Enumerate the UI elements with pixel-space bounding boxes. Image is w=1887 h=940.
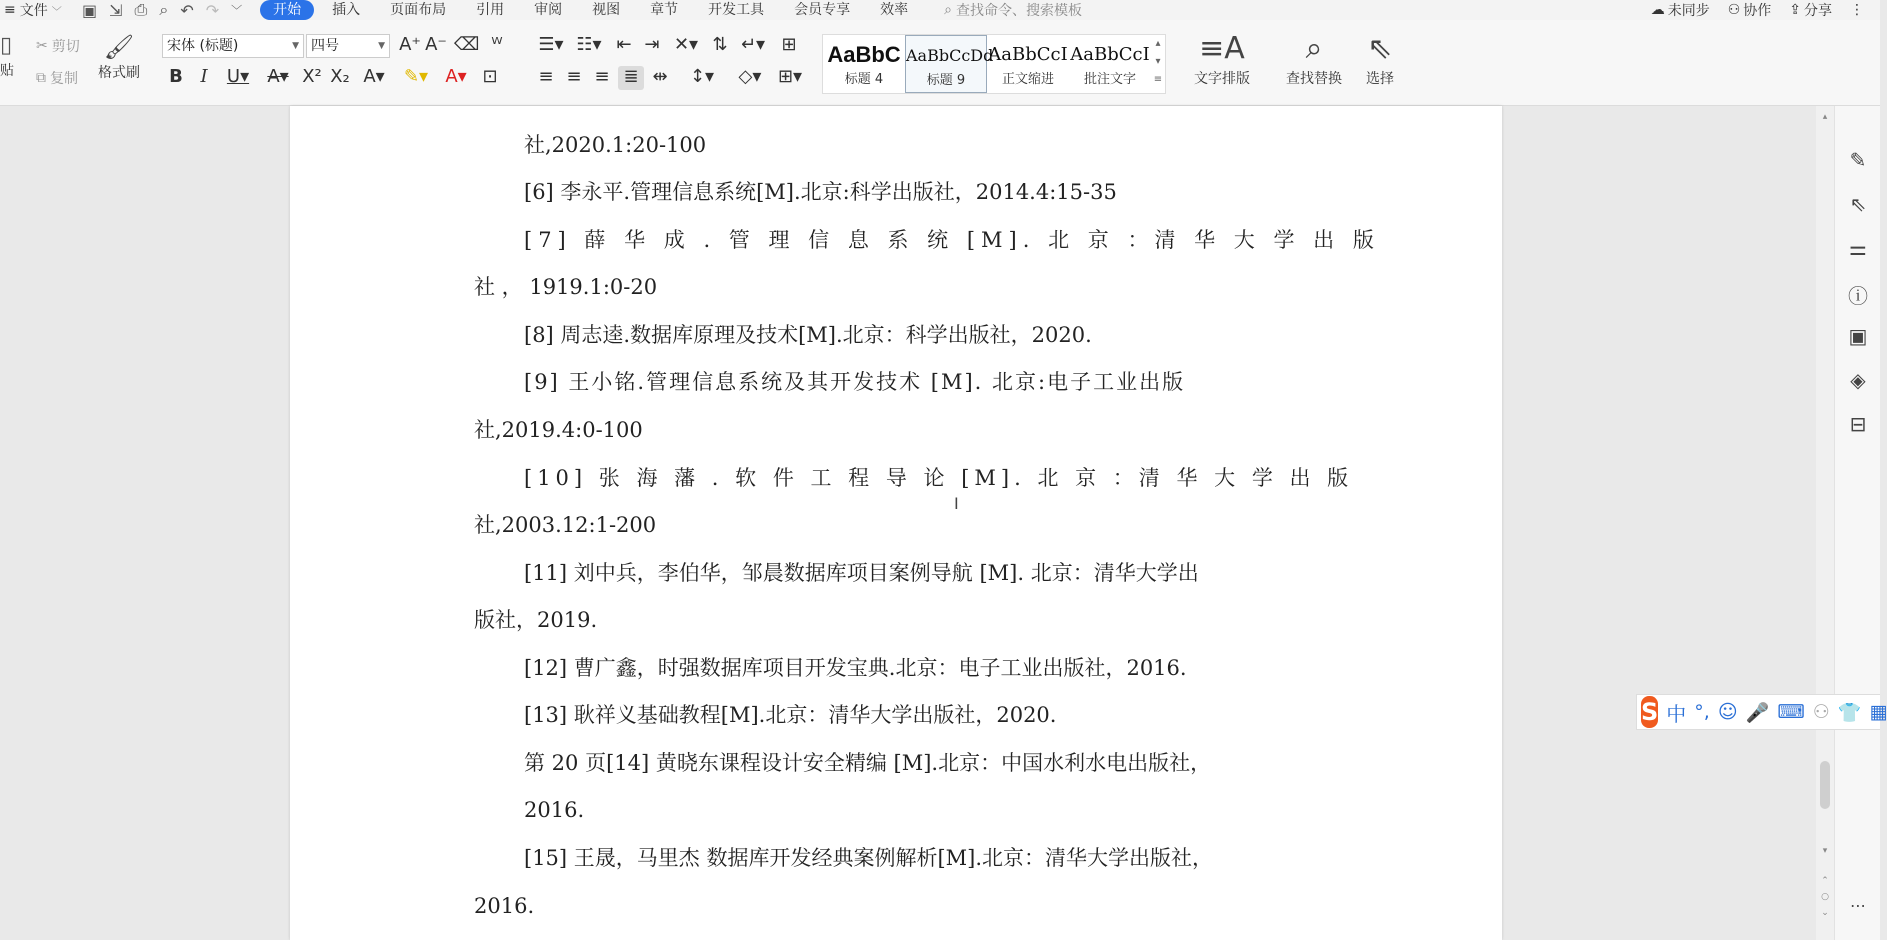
share-icon: ⇪ [1789, 2, 1801, 18]
style-name: 批注文字 [1083, 72, 1136, 87]
font-name-value: 宋体 (标题) [167, 38, 239, 54]
reference-line[interactable]: 2016. [474, 894, 535, 918]
more-icon[interactable]: ⋯ [1850, 896, 1866, 915]
align-right-icon[interactable]: ≡ [594, 66, 610, 87]
reference-line[interactable]: [8] 周志逵.数据库原理及技术[M].北京：科学出版社，2020. [524, 323, 1092, 347]
scissors-icon: ✂ [36, 38, 48, 54]
reference-line[interactable]: 社 ， 1919.1:0-20 [474, 275, 658, 299]
font-color-icon[interactable]: A▾ [445, 66, 467, 87]
select-button[interactable] [1354, 30, 1406, 88]
style-heading-4[interactable] [823, 35, 905, 93]
reference-line[interactable]: 社,2019.4:0-100 [474, 418, 643, 442]
command-search[interactable] [944, 0, 1082, 20]
tab-page-layout[interactable]: 页面布局 [390, 2, 447, 18]
find-replace-button[interactable] [1274, 30, 1354, 88]
ribbon [0, 20, 1880, 106]
phonetic-guide-icon[interactable]: ᵂ [491, 34, 503, 55]
style-name: 正文缩进 [1001, 72, 1054, 87]
collaborate-button[interactable] [1728, 0, 1772, 20]
tab-efficiency[interactable]: 效率 [880, 2, 909, 18]
sync-label: 未同步 [1667, 3, 1710, 19]
page-select-icon[interactable]: ○ [1821, 892, 1829, 902]
text-layout-icon: ≡A [1199, 31, 1245, 66]
sort-icon[interactable]: ⇅ [712, 34, 728, 55]
align-left-icon[interactable]: ≡ [538, 66, 554, 87]
chevron-down-icon: ▼ [378, 41, 385, 51]
find-replace-label: 查找替换 [1286, 71, 1342, 87]
cut-button[interactable] [36, 36, 80, 56]
style-comment-text[interactable] [1069, 35, 1151, 93]
cloud-icon: ☁ [1650, 2, 1665, 18]
shrink-font-icon[interactable]: A⁻ [425, 34, 447, 55]
person-icon: ⚇ [1727, 2, 1741, 18]
tab-references[interactable]: 引用 [476, 2, 505, 18]
numbered-list-icon[interactable]: ☷▾ [576, 34, 602, 55]
select-label: 选择 [1366, 71, 1394, 87]
quick-access-toolbar [72, 0, 242, 20]
character-border-icon[interactable]: ⊡ [482, 66, 498, 87]
file-menu[interactable] [0, 0, 72, 20]
style-preview: AaBbCcI [1070, 44, 1150, 65]
copy-button[interactable] [36, 68, 78, 88]
style-heading-9[interactable] [905, 35, 994, 93]
menu-right-actions [1651, 0, 1880, 20]
vertical-scrollbar[interactable] [1816, 106, 1834, 940]
sync-button[interactable] [1651, 0, 1710, 20]
line-spacing-icon[interactable]: ↕▾ [689, 66, 715, 87]
paste-button[interactable] [0, 32, 24, 80]
increase-indent-icon[interactable]: ⇥ [644, 34, 660, 55]
ime-toolbar [1636, 694, 1887, 730]
prev-page-icon[interactable]: ⌃ [1821, 876, 1829, 886]
book-icon[interactable]: ⊟ [1849, 412, 1867, 436]
image-icon[interactable]: ▣ [1848, 324, 1868, 348]
scrollbar-thumb[interactable] [1820, 761, 1830, 809]
shading-icon[interactable]: ◇▾ [738, 66, 762, 87]
pen-icon[interactable]: ✎ [1849, 148, 1867, 172]
chevron-down-icon: ▼ [292, 41, 299, 51]
sliders-icon[interactable]: ⚌ [1849, 236, 1867, 260]
tab-view[interactable]: 视图 [592, 2, 621, 18]
keyboard-icon[interactable]: ⌨ [1777, 701, 1805, 723]
document-page[interactable] [290, 106, 1502, 940]
grow-font-icon[interactable]: A⁺ [399, 34, 421, 55]
styles-gallery [822, 34, 1166, 94]
format-painter-button[interactable] [98, 32, 140, 82]
tab-member[interactable]: 会员专享 [794, 2, 851, 18]
bold-icon[interactable]: B [169, 66, 183, 87]
punctuation-toggle[interactable]: °, [1694, 701, 1710, 723]
reference-line[interactable]: [9] 王小铭.管理信息系统及其开发技术 [M]. 北京:电子工业出版 [524, 370, 1186, 394]
document-canvas[interactable] [0, 106, 1816, 940]
reference-line[interactable]: [6] 李永平.管理信息系统[M].北京:科学出版社，2014.4:15-35 [524, 180, 1117, 204]
magnifier-icon: ⌕ [1305, 31, 1323, 66]
save-icon[interactable]: ▣ [82, 0, 98, 20]
style-name: 标题 9 [926, 73, 966, 88]
tab-insert[interactable]: 插入 [332, 2, 361, 18]
tab-developer[interactable]: 开发工具 [708, 2, 765, 18]
reference-line[interactable]: [13] 耿祥义基础教程[M].北京：清华大学出版社，2020. [524, 703, 1057, 727]
pointer-icon[interactable]: ⇖ [1849, 192, 1867, 216]
style-preview: AaBbC [827, 42, 901, 67]
reference-line[interactable]: [12] 曹广鑫，时强数据库项目开发宝典.北京：电子工业出版社，2016. [524, 656, 1187, 680]
microphone-icon[interactable]: 🎤 [1745, 701, 1770, 724]
strikethrough-icon[interactable]: A▾ [267, 66, 289, 87]
tab-chapter[interactable]: 章节 [650, 2, 679, 18]
menu-icon: ≡ [4, 2, 16, 18]
subscript-icon[interactable]: X₂ [330, 66, 350, 87]
decrease-indent-icon[interactable]: ⇤ [616, 34, 632, 55]
underline-icon[interactable]: U▾ [226, 66, 250, 87]
clipboard-icon: ▯ [0, 33, 13, 58]
file-menu-label: 文件 [19, 3, 48, 19]
cursor-arrow-icon: ⇖ [1367, 31, 1393, 66]
emoji-icon[interactable]: ☺ [1717, 701, 1738, 723]
print-icon[interactable]: ⎙ [134, 0, 148, 19]
style-body-indent[interactable] [987, 35, 1069, 93]
show-marks-icon[interactable]: ↵▾ [740, 34, 766, 55]
style-name: 标题 4 [844, 72, 884, 87]
copy-icon: ⧉ [36, 70, 46, 86]
cut-label: 剪切 [51, 39, 80, 55]
font-size-select[interactable] [306, 34, 390, 58]
brush-icon: 🖌 [103, 33, 135, 61]
ime-mode-toggle[interactable]: 中 [1666, 701, 1687, 726]
font-size-value: 四号 [311, 38, 339, 54]
borders-icon[interactable]: ⊞▾ [777, 66, 803, 87]
chevron-down-icon: ﹀ [51, 6, 62, 18]
reference-line[interactable]: 版社，2019. [474, 608, 598, 632]
copy-label: 复制 [50, 71, 78, 87]
ribbon-tabs [260, 0, 926, 20]
reference-line[interactable]: 第 20 页[14] 黄晓东课程设计安全精编 [M].北京：中国水利水电出版社， [524, 751, 1212, 775]
text-layout-button[interactable] [1182, 30, 1262, 88]
command-search-placeholder: 查找命令、搜索模板 [955, 3, 1082, 19]
tab-review[interactable]: 审阅 [534, 2, 563, 18]
reference-line[interactable]: 社,2003.12:1-200 [474, 513, 657, 537]
undo-icon[interactable]: ↶ [180, 0, 194, 20]
redo-icon[interactable]: ↷ [205, 0, 220, 20]
styles-scroll[interactable]: ▴ ▾ ≡ [1153, 38, 1163, 85]
next-page-icon[interactable]: ⌄ [1821, 908, 1829, 918]
help-icon[interactable]: ⓘ [1848, 284, 1868, 308]
italic-icon[interactable]: I [200, 66, 208, 87]
location-icon[interactable]: ◈ [1850, 368, 1866, 392]
share-button[interactable] [1789, 0, 1832, 20]
print-preview-icon[interactable]: ⌕ [159, 0, 169, 19]
clear-format-icon[interactable]: ⌫ [454, 34, 480, 55]
font-name-select[interactable] [162, 34, 304, 58]
distribute-icon[interactable]: ⇹ [652, 66, 668, 87]
text-layout-label: 文字排版 [1194, 71, 1250, 87]
reference-line[interactable]: [10] 张 海 藩 . 软 件 工 程 导 论 [M]. 北 京 ：清 华 大 学 出 版 [524, 466, 1354, 490]
scroll-down-icon[interactable]: ▾ [1822, 846, 1828, 856]
menu-bar [0, 0, 1880, 20]
table-tools-icon[interactable]: ⊞ [781, 34, 797, 55]
justify-icon[interactable]: ≣ [618, 66, 644, 90]
share-label: 分享 [1804, 3, 1832, 19]
collab-label: 协作 [1743, 3, 1772, 19]
grid-icon[interactable]: ▦ [1869, 701, 1887, 723]
align-center-icon[interactable]: ≡ [566, 66, 582, 87]
text-effect-icon[interactable]: A▾ [363, 66, 385, 87]
bullet-list-icon[interactable]: ☰▾ [538, 34, 564, 55]
text-cursor-icon: Ι [954, 494, 959, 513]
paste-label: 贴 [0, 63, 14, 79]
user-icon[interactable]: ⚇ [1812, 701, 1830, 723]
style-preview: AaBbCcI [988, 44, 1068, 65]
reference-line[interactable]: 社,2020.1:20-100 [524, 133, 707, 157]
more-icon[interactable]: ⋮ [1850, 2, 1864, 18]
skin-icon[interactable]: 👕 [1837, 701, 1862, 724]
sogou-logo[interactable]: S [1641, 698, 1659, 726]
search-icon: ⌕ [944, 2, 952, 18]
highlight-icon[interactable]: ✎▾ [403, 66, 429, 87]
reference-line[interactable]: 2016. [524, 798, 585, 822]
tab-home[interactable]: 开始 [260, 0, 314, 20]
reference-line[interactable]: [11] 刘中兵，李伯华，邹晨数据库项目案例导航 [M]. 北京：清华大学出 [524, 561, 1199, 585]
style-preview: AaBbCcDd [906, 46, 994, 65]
reference-line[interactable]: [7] 薛 华 成 . 管 理 信 息 系 统 [M]. 北 京 ：清 华 大 学 出 版 [524, 228, 1380, 252]
export-icon[interactable]: ⇲ [109, 0, 123, 20]
right-sidebar [1834, 106, 1880, 940]
scroll-up-icon[interactable]: ▴ [1822, 112, 1828, 122]
superscript-icon[interactable]: X² [302, 66, 322, 87]
reference-line[interactable]: [15] 王晟，马里杰 数据库开发经典案例解析[M].北京：清华大学出版社， [524, 846, 1214, 870]
customize-icon[interactable]: ﹀ [231, 4, 243, 17]
format-painter-label: 格式刷 [98, 65, 140, 81]
chinese-layout-icon[interactable]: ✕▾ [673, 34, 699, 55]
